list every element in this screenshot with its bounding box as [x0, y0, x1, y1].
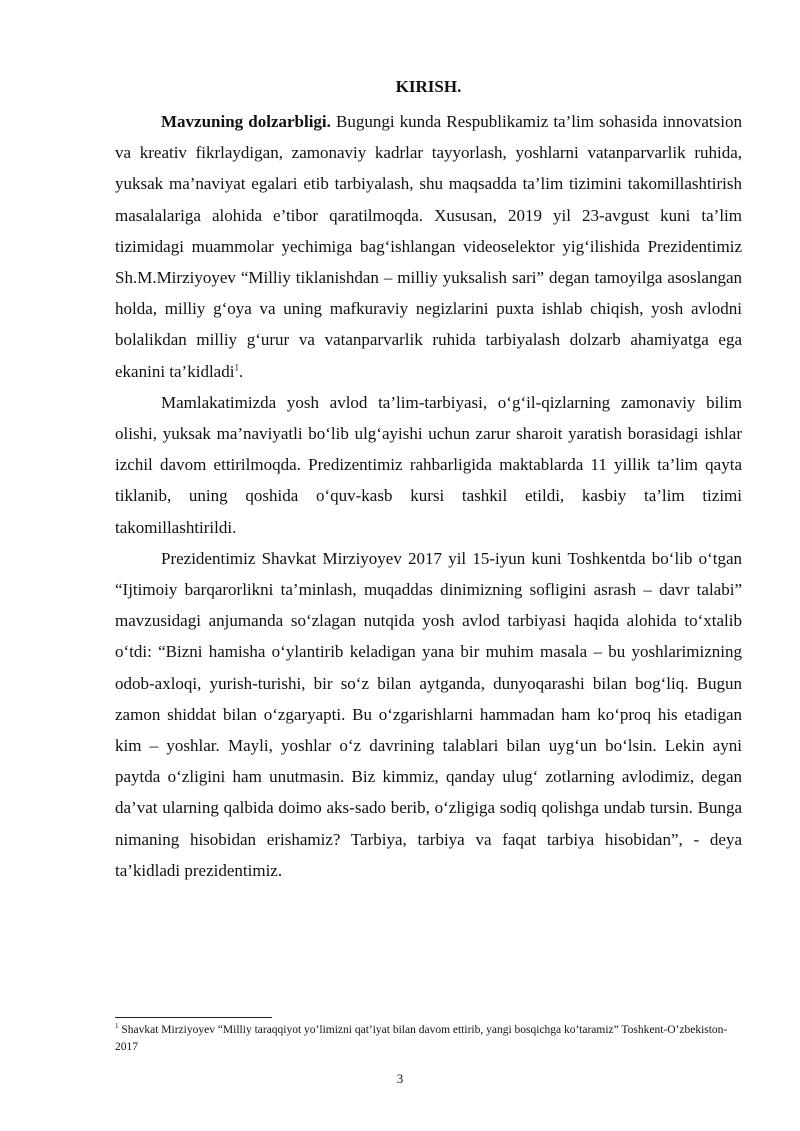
paragraph-relevance	[115, 106, 742, 387]
paragraph-lead: Mavzuning dolzarbligi.	[161, 112, 331, 131]
paragraph-end: .	[238, 361, 244, 381]
footnote-marker: 1	[115, 1022, 119, 1031]
footnote-divider	[115, 1017, 272, 1018]
paragraph-text: Bugungi kunda Respublikamiz ta’lim sohasida innovatsion va kreativ fikrlaydigan, zamonaviy kadrlar tayyorlash, yoshlarni vatanparvarlik ruhida, yuksak ma’naviyat egalari etib tarbiyalash, shu maqsadda ta’lim tizimini takomillashtirish masalalariga alohida e’tibor qaratilmoqda. Xususan, 2019 yil 23-avgust kuni ta’lim tizimidagi muammolar yechimiga bag‘ishlangan videoselektor yig‘ilishida Prezidentimiz Sh.M.Mirziyoyev “Milliy tiklanishdan – milliy yuksalish sari” degan tamoyilga asoslangan holda, milliy g‘oya va uning mafkuraviy negizlarini puxta ishlab chiqish, yosh avlodni bolalikdan milliy g‘urur va vatanparvarlik ruhida tarbiyalash dolzarb ahamiyatga ega ekanini ta’kidladi	[115, 112, 742, 381]
paragraph-speech: Prezidentimiz Shavkat Mirziyoyev 2017 yil 15-iyun kuni Toshkentda bo‘lib o‘tgan “Ijtimoiy barqarorlikni ta’minlash, muqaddas dinimizning sofligini asrash – davr talabi” mavzusidagi anjumanda so‘zlagan nutqida yosh avlod tarbiyasi haqida alohida to‘xtalib o‘tdi: “Bizni hamisha o‘ylantirib keladigan yana bir muhim masala – bu yoshlarimizning odob-axloqi, yurish-turishi, bir so‘z bilan aytganda, dunyoqarashi bilan bog‘liq. Bugun zamon shiddat bilan o‘zgaryapti. Bu o‘zgarishlarni hammadan ham ko‘proq his etadigan kim – yoshlar. Mayli, yoshlar o‘z davrining talablari bilan uyg‘un bo‘lsin. Lekin ayni paytda o‘zligini ham unutmasin. Biz kimmiz, qanday ulug‘ zotlarning avlodimiz, degan da’vat ularning qalbida doimo aks-sado berib, o‘zligiga sodiq qolishga undab tursin. Bunga nimaning hisobidan erishamiz? Tarbiya, tarbiya va faqat tarbiya hisobidan”, - deya ta’kidladi prezidentimiz.	[115, 548, 742, 880]
page-number: 3	[396, 1071, 404, 1086]
footnote-reference[interactable]: 1	[234, 361, 239, 372]
footnote-text: Shavkat Mirziyoyev “Milliy taraqqiyot yo’limizni qat’iyat bilan davom ettirib, yangi bosqichga ko’taramiz” Toshkent-O’zbekiston-2017	[115, 1024, 728, 1053]
section-heading: KIRISH.	[395, 77, 462, 96]
footnote	[115, 1022, 742, 1056]
document-page	[115, 70, 742, 886]
paragraph-education: Mamlakatimizda yosh avlod ta’lim-tarbiyasi, o‘g‘il-qizlarning zamonaviy bilim olishi, yuksak ma’naviyatli bo‘lib ulg‘ayishi uchun zarur sharoit yaratish borasidagi ishlar izchil davom ettirilmoqda. Predizentimiz rahbarligida maktablarda 11 yillik ta’lim qayta tiklanib, uning qoshida o‘quv-kasb kursi tashkil etildi, kasbiy ta’lim tizimi takomillashtirildi.	[115, 392, 742, 537]
